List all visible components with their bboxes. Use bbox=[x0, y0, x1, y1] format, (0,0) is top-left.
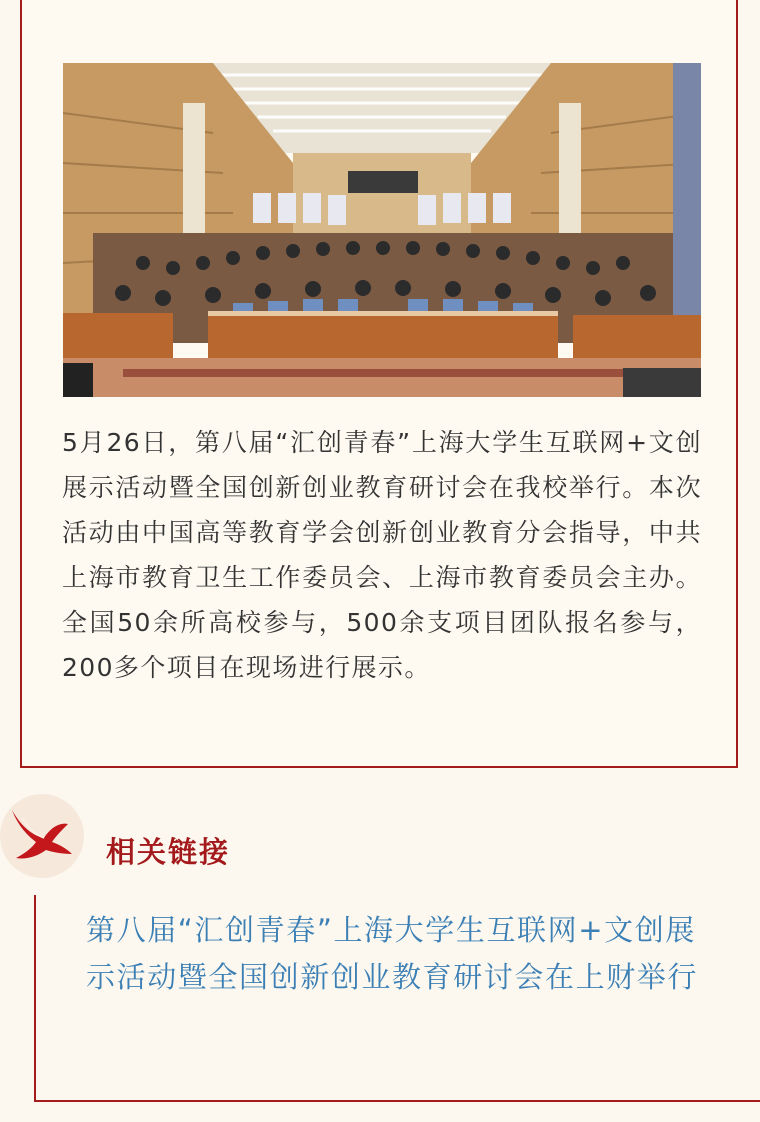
article-body-text: 5月26日，第八届“汇创青春”上海大学生互联网+文创展示活动暨全国创新创业教育研讨会在我校举行。本次活动由中国高等教育学会创新创业教育分会指导，中共上海市教育卫生工作委员会、上海市教育委员会主办。全国50余所高校参与，500余支项目团队报名参与，200多个项目在现场进行展示。 bbox=[62, 428, 702, 682]
article-card bbox=[20, 0, 738, 768]
related-link[interactable]: 第八届“汇创青春”上海大学生互联网+文创展示活动暨全国创新创业教育研讨会在上财举行 bbox=[86, 913, 699, 994]
related-links-box bbox=[34, 895, 760, 1102]
related-links-header bbox=[0, 790, 400, 880]
conference-hall-photo bbox=[63, 63, 701, 397]
red-bird-icon bbox=[0, 794, 84, 878]
related-links-title: 相关链接 bbox=[106, 835, 231, 869]
